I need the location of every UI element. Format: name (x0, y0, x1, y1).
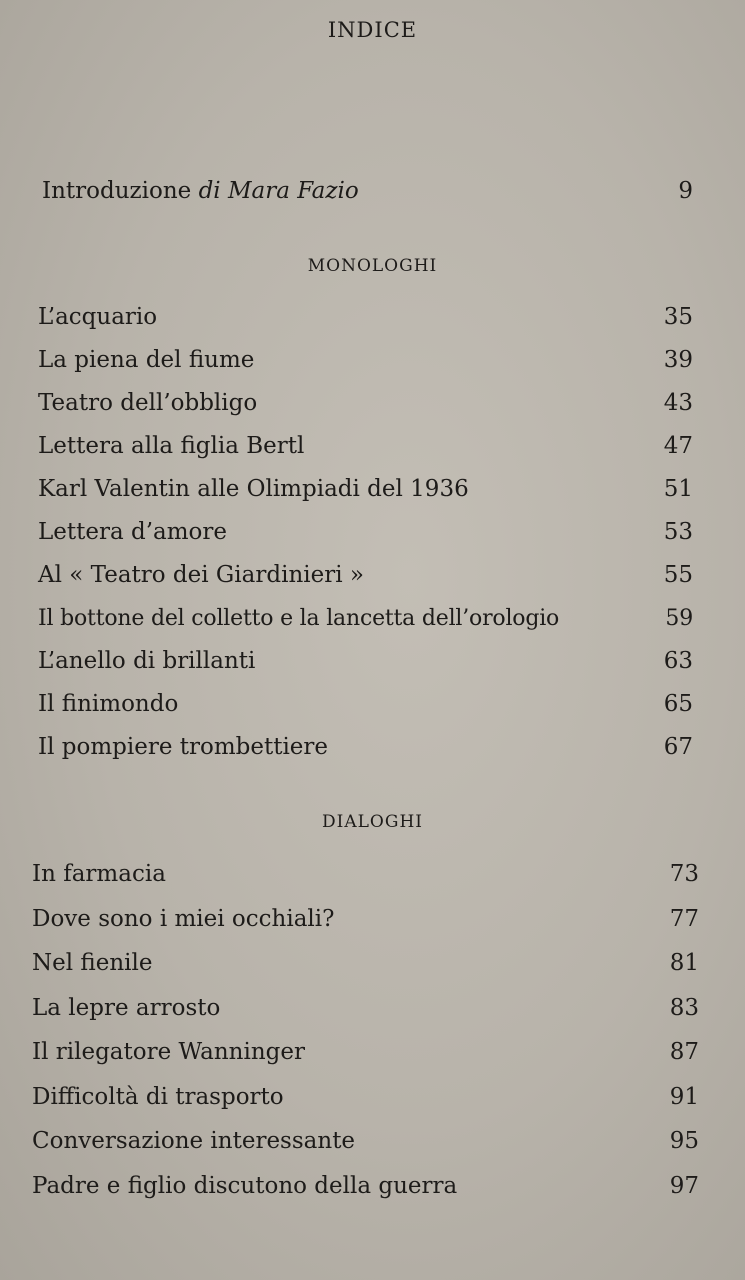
toc-entry (32, 852, 699, 897)
entry-title: L’anello di brillanti (38, 648, 256, 674)
intro-page: 9 (678, 178, 693, 204)
entry-title: In farmacia (32, 861, 166, 887)
entry-page: 67 (663, 734, 693, 760)
entry-page: 65 (663, 691, 693, 717)
intro-entry (42, 178, 693, 204)
entry-page: 97 (669, 1172, 699, 1199)
entry-page: 73 (669, 861, 699, 887)
intro-title (42, 178, 359, 204)
toc-entry (38, 597, 693, 640)
toc-entry (38, 339, 693, 382)
entry-page: 55 (663, 562, 693, 588)
toc-entry (32, 986, 699, 1031)
entry-page: 35 (663, 304, 693, 330)
entry-title: Difficoltà di trasporto (32, 1083, 284, 1110)
entry-page: 59 (665, 606, 693, 631)
entry-title: Lettera alla figlia Bertl (38, 433, 305, 459)
section-heading-monologhi: MONOLOGHI (307, 256, 438, 276)
toc-entry (32, 1119, 699, 1164)
entry-title: Il bottone del colletto e la lancetta dell’orologio (38, 606, 560, 631)
entry-page: 39 (663, 347, 693, 373)
entry-page: 63 (663, 648, 693, 674)
entry-title: La piena del fiume (38, 347, 255, 373)
entry-title: Dove sono i miei occhiali? (32, 905, 335, 932)
entry-page: 47 (663, 433, 693, 459)
entry-page: 43 (663, 390, 693, 416)
entry-title: Teatro dell’obbligo (38, 390, 258, 416)
toc-entry (32, 941, 699, 986)
toc-entry (32, 1164, 699, 1209)
monologhi-list (38, 296, 693, 769)
toc-entry (38, 296, 693, 339)
entry-title: Il finimondo (38, 691, 179, 717)
toc-entry (32, 897, 699, 942)
toc-entry (38, 683, 693, 726)
toc-entry (38, 511, 693, 554)
entry-page: 83 (669, 994, 699, 1021)
entry-page: 77 (669, 905, 699, 932)
intro-connector: di (198, 178, 221, 204)
page-title: INDICE (327, 18, 418, 42)
section-heading-dialoghi: DIALOGHI (322, 812, 423, 832)
entry-page: 95 (669, 1128, 699, 1154)
toc-entry (38, 726, 693, 769)
entry-title: Al « Teatro dei Giardinieri » (38, 562, 364, 588)
toc-entry (32, 1075, 699, 1120)
entry-page: 91 (669, 1083, 699, 1110)
intro-label: Introduzione (42, 178, 192, 204)
entry-title: Il pompiere trombettiere (38, 734, 329, 760)
entry-title: Karl Valentin alle Olimpiadi del 1936 (38, 476, 469, 502)
entry-title: L’acquario (38, 304, 158, 330)
toc-entry (38, 382, 693, 425)
entry-page: 53 (663, 519, 693, 545)
intro-author: Mara Fazio (227, 178, 359, 204)
entry-title: Padre e figlio discutono della guerra (32, 1172, 458, 1199)
entry-title: Lettera d’amore (38, 519, 228, 545)
entry-title: Nel fienile (32, 950, 153, 976)
entry-page: 87 (669, 1039, 699, 1065)
toc-entry (38, 554, 693, 597)
toc-entry (38, 425, 693, 468)
entry-page: 51 (663, 476, 693, 502)
toc-entry (38, 640, 693, 683)
dialoghi-list (32, 852, 699, 1208)
entry-page: 81 (669, 950, 699, 976)
toc-entry (32, 1030, 699, 1075)
entry-title: La lepre arrosto (32, 994, 221, 1021)
entry-title: Conversazione interessante (32, 1128, 356, 1154)
toc-entry (38, 468, 693, 511)
entry-title: Il rilegatore Wanninger (32, 1039, 305, 1065)
